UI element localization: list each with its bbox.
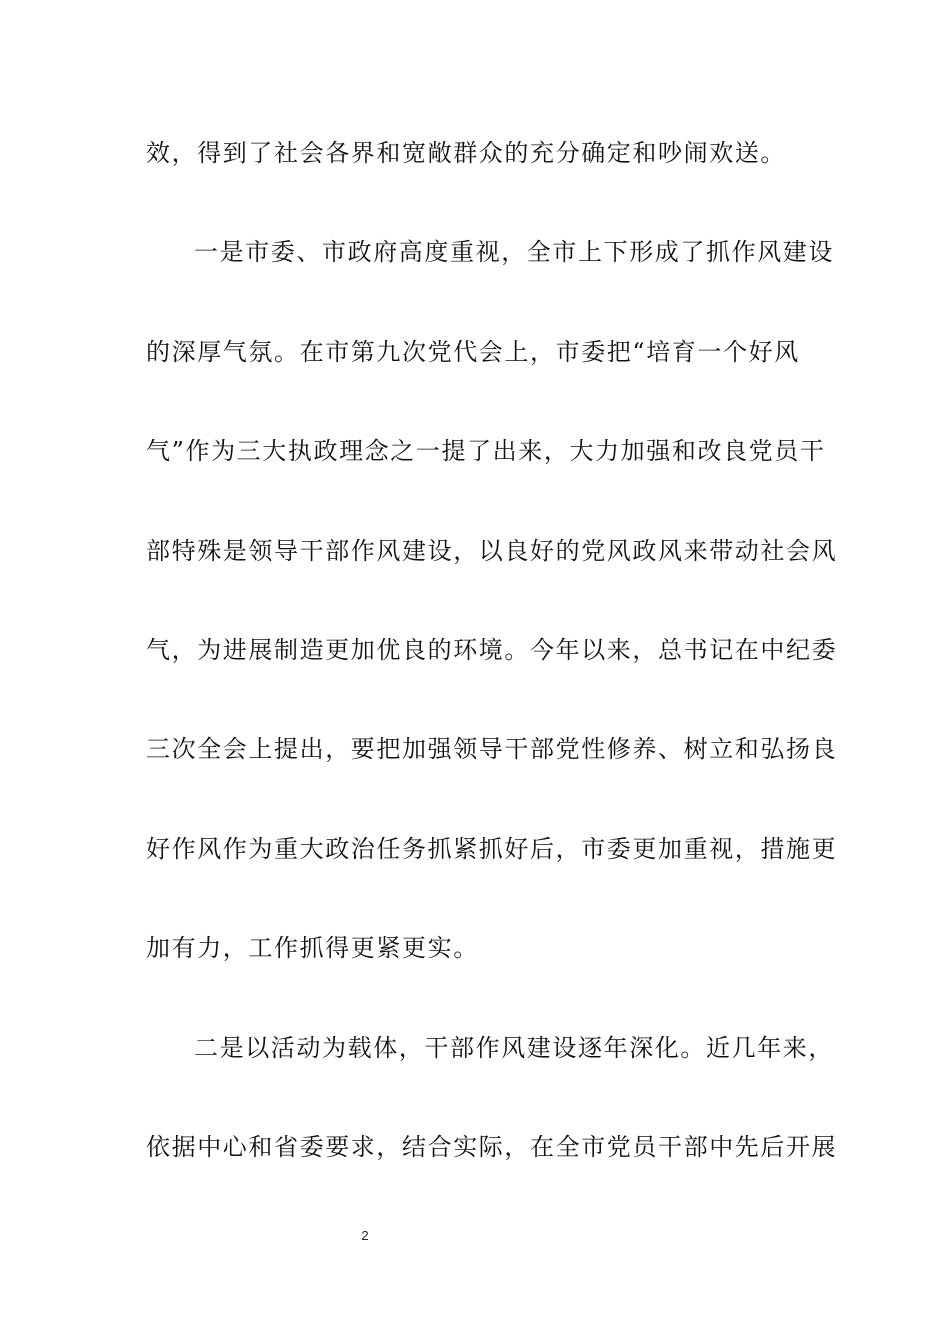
text-line: 部特殊是领导干部作风建设，以良好的党风政风来带动社会风 (146, 537, 838, 565)
text-line: 好作风作为重大政治任务抓紧抓好后，市委更加重视，措施更 (146, 835, 838, 863)
paragraph-first-line: 二是以活动为载体，干部作风建设逐年深化。近几年来， (194, 1034, 834, 1062)
text-line: 依据中心和省委要求，结合实际，在全市党员干部中先后开展 (146, 1133, 838, 1161)
text-line: 气”作为三大执政理念之一提了出来，大力加强和改良党员干 (146, 437, 826, 465)
paragraph-first-line: 一是市委、市政府高度重视，全市上下形成了抓作风建设 (194, 238, 834, 266)
text-line: 三次全会上提出，要把加强领导干部党性修养、树立和弘扬良 (146, 735, 838, 763)
text-line: 气，为进展制造更加优良的环境。今年以来，总书记在中纪委 (146, 636, 838, 664)
text-line: 的深厚气氛。在市第九次党代会上，市委把“培育一个好风 (146, 338, 800, 366)
text-line: 加有力，工作抓得更紧更实。 (146, 934, 479, 962)
page-number: 2 (361, 1228, 369, 1243)
text-line: 效，得到了社会各界和宽敞群众的充分确定和吵闹欢送。 (146, 139, 786, 167)
